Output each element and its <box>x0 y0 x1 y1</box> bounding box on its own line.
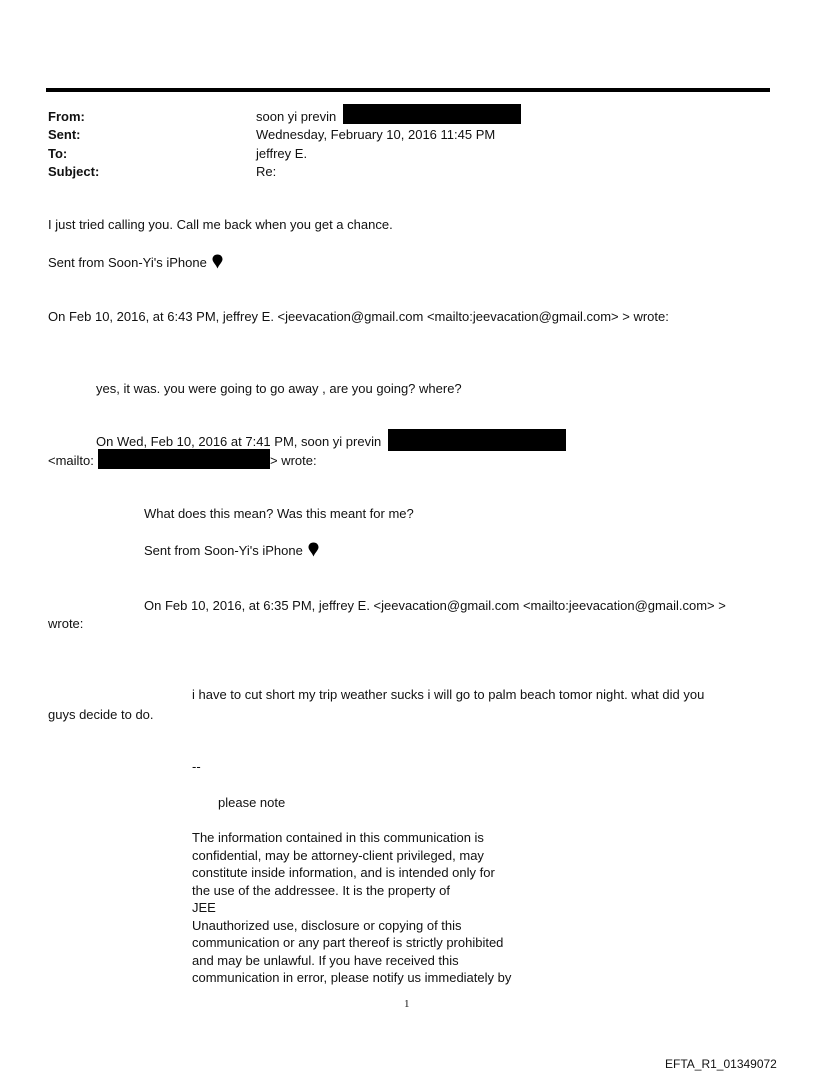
pin-icon <box>212 254 223 273</box>
please-note: please note <box>218 795 286 810</box>
page-number: 1 <box>404 998 410 1010</box>
signature-text: Sent from Soon-Yi's iPhone <box>48 255 207 270</box>
message-line: guys decide to do. <box>48 707 154 722</box>
quote-header: On Feb 10, 2016, at 6:43 PM, jeffrey E. <jeevacation@gmail.com <mailto:jeevacation@gmail.com> > wrote: <box>48 309 669 324</box>
signature-dashes: -- <box>192 759 201 774</box>
document-id: EFTA_R1_01349072 <box>665 1057 777 1071</box>
mailto-prefix: <mailto: <box>48 453 94 468</box>
redaction-mailto <box>98 449 270 469</box>
message-line: i have to cut short my trip weather sucks i will go to palm beach tomor night. what did you <box>192 687 705 702</box>
disclaimer-text: The information contained in this communication is confidential, may be attorney-client privileged, may constitute inside information, and is intended only for the use of the addressee. It is the property of JEE Unauthorized use, disclosure or copying of this communication or any part thereof is strictly prohibited and may be unlawful. If you have received this communication in error, please notify us immediately by <box>192 830 512 985</box>
signature-line <box>48 254 223 273</box>
header-rule <box>46 88 770 92</box>
quote-header: On Feb 10, 2016, at 6:35 PM, jeffrey E. <jeevacation@gmail.com <mailto:jeevacation@gmail.com> > <box>144 598 726 613</box>
from-label: From: <box>48 109 85 124</box>
sent-label: Sent: <box>48 127 81 142</box>
quote-header-wrap: wrote: <box>48 616 84 631</box>
sent-value: Wednesday, February 10, 2016 11:45 PM <box>256 127 496 142</box>
signature-line <box>144 542 319 561</box>
to-value: jeffrey E. <box>256 146 308 161</box>
reply-line: yes, it was. you were going to go away , are you going? where? <box>96 381 462 396</box>
redaction-email <box>388 429 566 451</box>
from-value: soon yi previn <box>256 109 337 124</box>
reply-line: What does this mean? Was this meant for me? <box>144 506 414 521</box>
wrote-suffix: > wrote: <box>270 453 317 468</box>
redaction-from-email <box>343 104 521 124</box>
subject-value: Re: <box>256 164 277 179</box>
to-label: To: <box>48 146 68 161</box>
signature-text: Sent from Soon-Yi's iPhone <box>144 543 303 558</box>
subject-label: Subject: <box>48 164 100 179</box>
message-line: I just tried calling you. Call me back when you get a chance. <box>48 217 393 232</box>
quote-header: On Wed, Feb 10, 2016 at 7:41 PM, soon yi previn <box>96 434 382 449</box>
pin-icon <box>308 542 319 561</box>
